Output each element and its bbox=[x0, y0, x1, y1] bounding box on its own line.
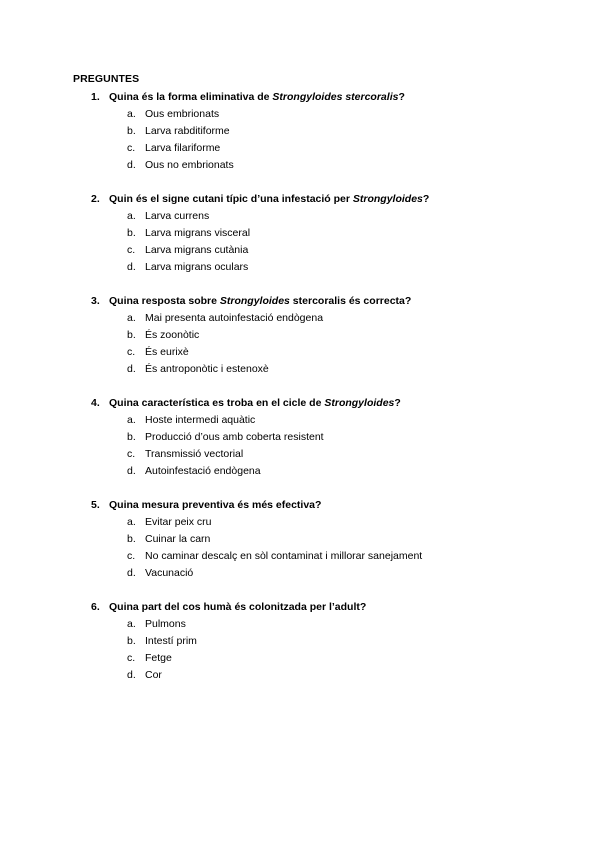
answer-option bbox=[0, 616, 600, 633]
question-text bbox=[109, 599, 366, 616]
option-text: Pulmons bbox=[145, 618, 186, 630]
answer-option bbox=[0, 157, 600, 174]
answer-option bbox=[0, 667, 600, 684]
question-number: 3. bbox=[91, 295, 100, 307]
answer-option bbox=[0, 140, 600, 157]
option-text: Intestí prim bbox=[145, 635, 197, 647]
question-number: 4. bbox=[91, 397, 100, 409]
question-text bbox=[109, 89, 405, 106]
option-letter: c. bbox=[127, 550, 136, 562]
option-letter: d. bbox=[127, 261, 136, 273]
answer-option bbox=[0, 446, 600, 463]
question-text-end: stercoralis és correcta? bbox=[289, 295, 412, 307]
option-letter: b. bbox=[127, 533, 136, 545]
option-text: Larva migrans visceral bbox=[145, 227, 251, 239]
question-text bbox=[109, 395, 401, 412]
question-3 bbox=[0, 293, 600, 378]
question-text-italic: Strongyloides bbox=[352, 193, 423, 205]
option-letter: d. bbox=[127, 669, 136, 681]
option-text: Larva migrans oculars bbox=[145, 261, 249, 273]
answer-option bbox=[0, 650, 600, 667]
answer-option bbox=[0, 344, 600, 361]
question-line bbox=[0, 599, 600, 616]
question-2 bbox=[0, 191, 600, 276]
option-text: Larva currens bbox=[145, 210, 210, 222]
question-text-italic: Strongyloides bbox=[324, 397, 395, 409]
option-text: Vacunació bbox=[145, 567, 194, 579]
answer-option bbox=[0, 208, 600, 225]
answer-option bbox=[0, 310, 600, 327]
option-text: Transmissió vectorial bbox=[145, 448, 244, 460]
option-letter: d. bbox=[127, 567, 136, 579]
answer-option bbox=[0, 412, 600, 429]
option-letter: a. bbox=[127, 618, 136, 630]
question-number: 2. bbox=[91, 193, 100, 205]
option-text: Cor bbox=[145, 669, 162, 681]
option-text: Mai presenta autoinfestació endògena bbox=[145, 312, 324, 324]
option-letter: b. bbox=[127, 431, 136, 443]
answer-option bbox=[0, 242, 600, 259]
option-letter: c. bbox=[127, 448, 136, 460]
question-list bbox=[0, 89, 600, 701]
answer-option bbox=[0, 463, 600, 480]
answer-option bbox=[0, 565, 600, 582]
question-5 bbox=[0, 497, 600, 582]
option-text: Ous no embrionats bbox=[145, 159, 234, 171]
option-letter: c. bbox=[127, 142, 136, 154]
option-text: Fetge bbox=[145, 652, 172, 664]
option-letter: d. bbox=[127, 465, 136, 477]
option-letter: a. bbox=[127, 414, 136, 426]
question-text-start: Quina part del cos humà és colonitzada per l’adult? bbox=[109, 601, 367, 613]
option-letter: a. bbox=[127, 312, 136, 324]
question-number: 5. bbox=[91, 499, 100, 511]
question-line bbox=[0, 497, 600, 514]
question-text-start: Quin és el signe cutani típic d’una infestació per bbox=[109, 193, 353, 205]
option-letter: b. bbox=[127, 125, 136, 137]
question-text-start: Quina és la forma eliminativa de bbox=[109, 91, 273, 103]
option-text: És antroponòtic i estenoxè bbox=[145, 363, 269, 375]
question-text-end: ? bbox=[394, 397, 401, 409]
question-text-start: Quina resposta sobre bbox=[109, 295, 220, 307]
section-heading: PREGUNTES bbox=[73, 73, 140, 85]
answer-option bbox=[0, 514, 600, 531]
question-text-end: ? bbox=[422, 193, 430, 205]
question-number: 6. bbox=[91, 601, 100, 613]
option-letter: b. bbox=[127, 227, 136, 239]
question-line bbox=[0, 395, 600, 412]
option-letter: a. bbox=[127, 108, 136, 120]
option-text: Cuinar la carn bbox=[145, 533, 211, 545]
answer-option bbox=[0, 123, 600, 140]
answer-option bbox=[0, 327, 600, 344]
option-letter: b. bbox=[127, 329, 136, 341]
question-line bbox=[0, 191, 600, 208]
question-text-start: Quina mesura preventiva és més efectiva? bbox=[109, 499, 322, 511]
option-letter: c. bbox=[127, 244, 136, 256]
option-text: Larva filariforme bbox=[145, 142, 221, 154]
option-letter: d. bbox=[127, 159, 136, 171]
option-text: Ous embrionats bbox=[145, 108, 220, 120]
option-text: No caminar descalç en sòl contaminat i millorar sanejament bbox=[145, 550, 423, 562]
question-6 bbox=[0, 599, 600, 684]
option-text: Larva migrans cutània bbox=[145, 244, 249, 256]
question-text-end: ? bbox=[398, 91, 405, 103]
question-line bbox=[0, 89, 600, 106]
question-text-italic: Strongyloides stercoralis bbox=[272, 91, 399, 103]
option-text: És zoonòtic bbox=[145, 329, 200, 341]
question-number: 1. bbox=[91, 91, 100, 103]
option-text: Autoinfestació endògena bbox=[145, 465, 261, 477]
question-4 bbox=[0, 395, 600, 480]
option-text: Producció d’ous amb coberta resistent bbox=[145, 431, 324, 443]
answer-option bbox=[0, 361, 600, 378]
question-text bbox=[109, 497, 321, 514]
answer-option bbox=[0, 429, 600, 446]
question-text-start: Quina característica es troba en el cicle de bbox=[109, 397, 325, 409]
answer-option bbox=[0, 106, 600, 123]
question-1 bbox=[0, 89, 600, 174]
answer-option bbox=[0, 548, 600, 565]
question-line bbox=[0, 293, 600, 310]
question-text bbox=[109, 293, 411, 310]
question-text bbox=[109, 191, 429, 208]
option-letter: a. bbox=[127, 516, 136, 528]
answer-option bbox=[0, 633, 600, 650]
option-text: És eurixè bbox=[145, 346, 189, 358]
option-text: Larva rabditiforme bbox=[145, 125, 230, 137]
question-text-italic: Strongyloides bbox=[219, 295, 290, 307]
option-text: Hoste intermedi aquàtic bbox=[145, 414, 256, 426]
option-letter: c. bbox=[127, 346, 136, 358]
option-letter: d. bbox=[127, 363, 136, 375]
answer-option bbox=[0, 225, 600, 242]
answer-option bbox=[0, 259, 600, 276]
option-letter: c. bbox=[127, 652, 136, 664]
option-letter: b. bbox=[127, 635, 136, 647]
option-letter: a. bbox=[127, 210, 136, 222]
answer-option bbox=[0, 531, 600, 548]
option-text: Evitar peix cru bbox=[145, 516, 212, 528]
